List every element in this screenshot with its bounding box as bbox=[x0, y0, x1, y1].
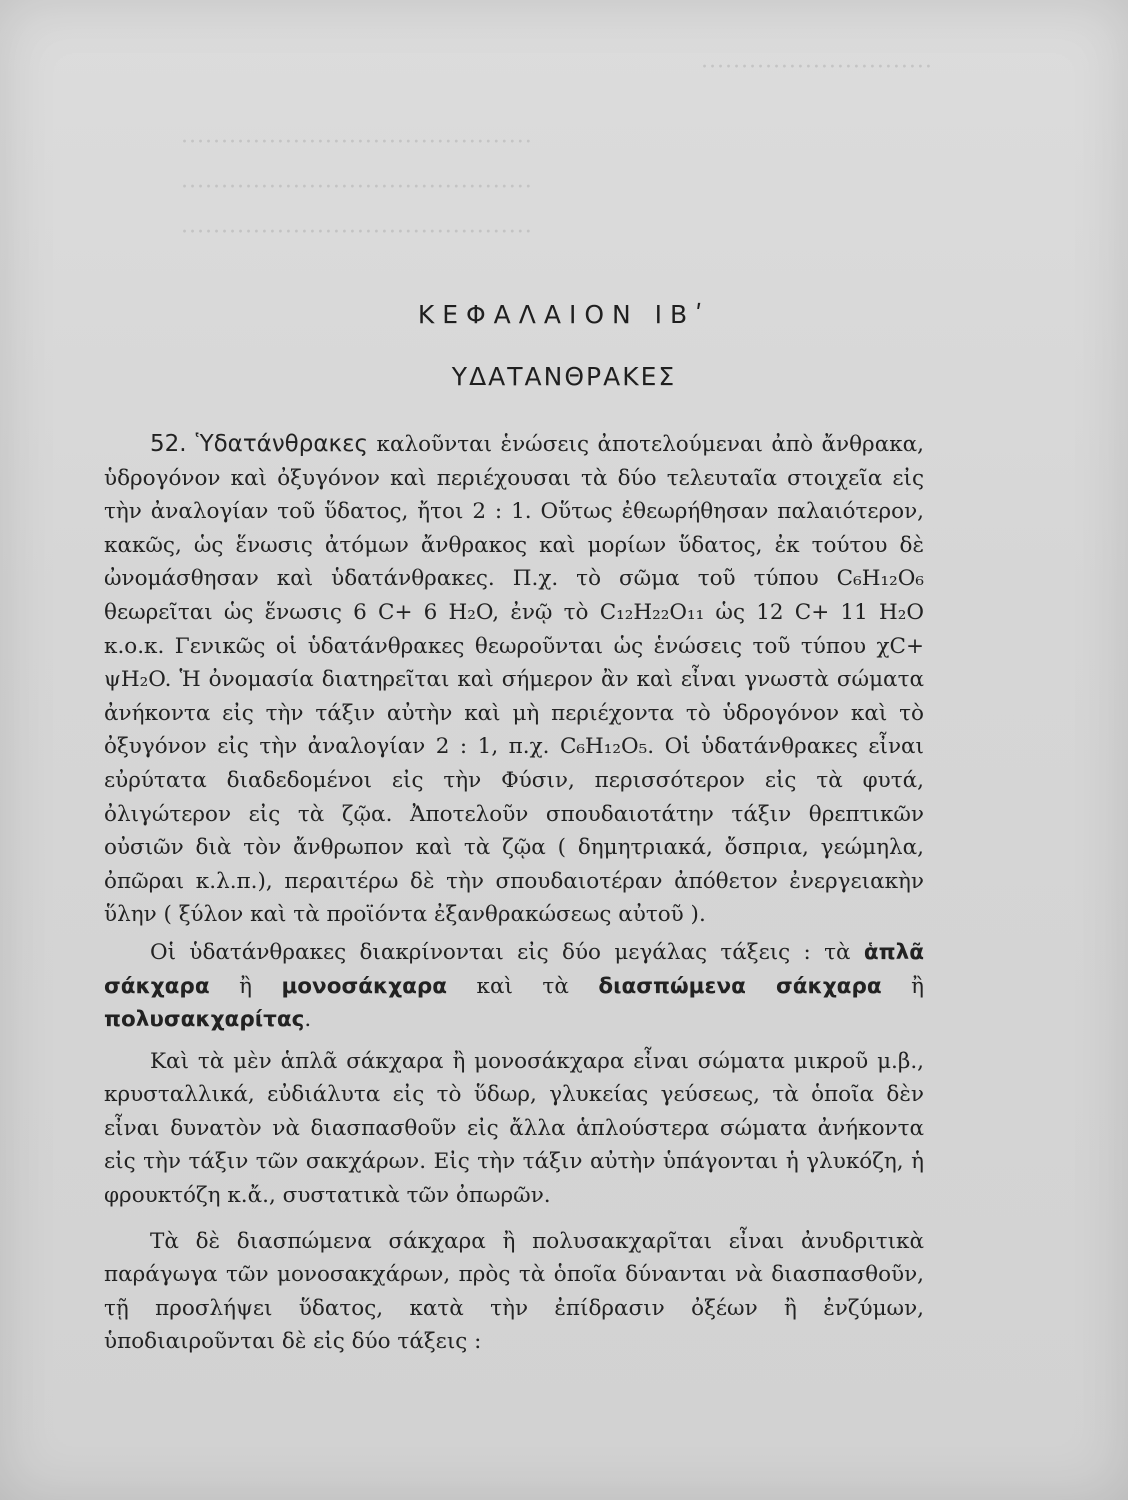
paragraph-text: Οἱ ὑδατάνθρακες διακρίνονται εἰς δύο μεγάλας τάξεις : τὰ bbox=[150, 939, 864, 965]
paragraph-text: . bbox=[304, 1007, 312, 1033]
paragraph-text: καὶ τὰ bbox=[447, 973, 599, 999]
chapter-title: ΥΔΑΤΑΝΘΡΑΚΕΣ bbox=[451, 362, 677, 391]
paragraph-classification bbox=[104, 936, 924, 1037]
chapter-heading: ΚΕΦΑΛΑΙΟΝ ΙΒʹ bbox=[417, 300, 711, 329]
show-through-text: ············································ bbox=[180, 220, 532, 245]
paragraph-monosaccharides: Καὶ τὰ μὲν ἁπλᾶ σάκχαρα ἢ μονοσάκχαρα εἶναι σώματα μικροῦ μ.β., κρυσταλλικά, εὐδιάλυτα εἰς τὸ ὕδωρ, γλυκείας γεύσεως, τὰ ὁποῖα δὲν εἶναι δυνατὸν νὰ διασπασθοῦν εἰς ἄλλα ἁπλούστερα σώματα ἀνήκοντα εἰς τὴν τάξιν τῶν σακχάρων. Εἰς τὴν τάξιν αὐτὴν ὑπάγονται ἡ γλυκόζη, ἡ φρουκτόζη κ.ἄ., συστατικὰ τῶν ὀπωρῶν. bbox=[104, 1048, 924, 1209]
show-through-text: ············································ bbox=[180, 130, 532, 155]
paragraph-polysaccharides: Τὰ δὲ διασπώμενα σάκχαρα ἢ πολυσακχαρῖται εἶναι ἀνυδριτικὰ παράγωγα τῶν μονοσακχάρων, πρὸς τὰ ὁποῖα δύνανται νὰ διασπασθοῦν, τῇ προσλήψει ὕδατος, κατὰ τὴν ἐπίδρασιν ὀξέων ἢ ἐνζύμων, ὑποδιαιροῦνται δὲ εἰς δύο τάξεις : bbox=[104, 1228, 924, 1355]
paragraph-text: ἢ bbox=[209, 973, 282, 999]
term-decomposable-sugars: διασπώμενα σάκχαρα bbox=[598, 973, 882, 999]
paragraph-text: ἢ bbox=[881, 973, 924, 999]
term-polysaccharides: πολυσακχαρίτας bbox=[104, 1007, 305, 1033]
paragraph-text: καλοῦνται ἑνώσεις ἀποτελούμεναι ἀπὸ ἄνθρακα, ὑδρογόνον καὶ ὀξυγόνον καὶ περιέχουσαι τὰ δύο τελευταῖα στοιχεῖα εἰς τὴν ἀναλογίαν τοῦ ὕδατος, ἤτοι 2 : 1. Οὕτως ἐθεωρήθησαν παλαιότερον, κακῶς, ὡς ἕνωσις ἀτόμων ἄνθρακος καὶ μορίων ὕδατος, ἐκ τούτου δὲ ὠνομάσθησαν καὶ ὑδατάνθρακες. Π.χ. τὸ σῶμα τοῦ τύπου C₆H₁₂O₆ θεωρεῖται ὡς ἕνωσις 6 C+ 6 H₂O, ἐνῷ τὸ C₁₂H₂₂O₁₁ ὡς 12 C+ 11 H₂O κ.ο.κ. Γενικῶς οἱ ὑδατάνθρακες θεωροῦνται ὡς ἑνώσεις τοῦ τύπου χC+ ψH₂O. Ἡ ὀνομασία διατηρεῖται καὶ σήμερον ἂν καὶ εἶναι γνωστὰ σώματα ἀνήκοντα εἰς τὴν τάξιν αὐτὴν καὶ μὴ περιέχοντα τὸ ὑδρογόνον καὶ τὸ ὀξυγόνον εἰς τὴν ἀναλογίαν 2 : 1, π.χ. C₆H₁₂O₅. Οἱ ὑδατάνθρακες εἶναι εὐρύτατα διαδεδομένοι εἰς τὴν Φύσιν, περισσότερον εἰς τὰ φυτά, ὀλιγώτερον εἰς τὰ ζῷα. Ἀποτελοῦν σπουδαιοτάτην τάξιν θρεπτικῶν οὐσιῶν διὰ τὸν ἄνθρωπον καὶ τὰ ζῷα ( δημητριακά, ὄσπρια, γεώμηλα, ὀπῶραι κ.λ.π.), περαιτέρω δὲ τὴν σπουδαιοτέραν ἀπόθετον ἐνεργειακὴν ὕλην ( ξύλον καὶ τὰ προϊόντα ἐξανθρακώσεως αὐτοῦ ). bbox=[104, 432, 925, 928]
section-lead: 52. Ὑδατάνθρακες bbox=[150, 431, 369, 457]
show-through-text: ············································ bbox=[180, 175, 532, 200]
show-through-header: ····························· bbox=[700, 55, 932, 80]
body-text bbox=[104, 428, 924, 1359]
term-monosaccharides: μονοσάκχαρα bbox=[281, 973, 448, 999]
term-simple-sugars: ἁπλᾶ σάκχαρα bbox=[104, 939, 924, 999]
paragraph-definition bbox=[104, 428, 924, 932]
